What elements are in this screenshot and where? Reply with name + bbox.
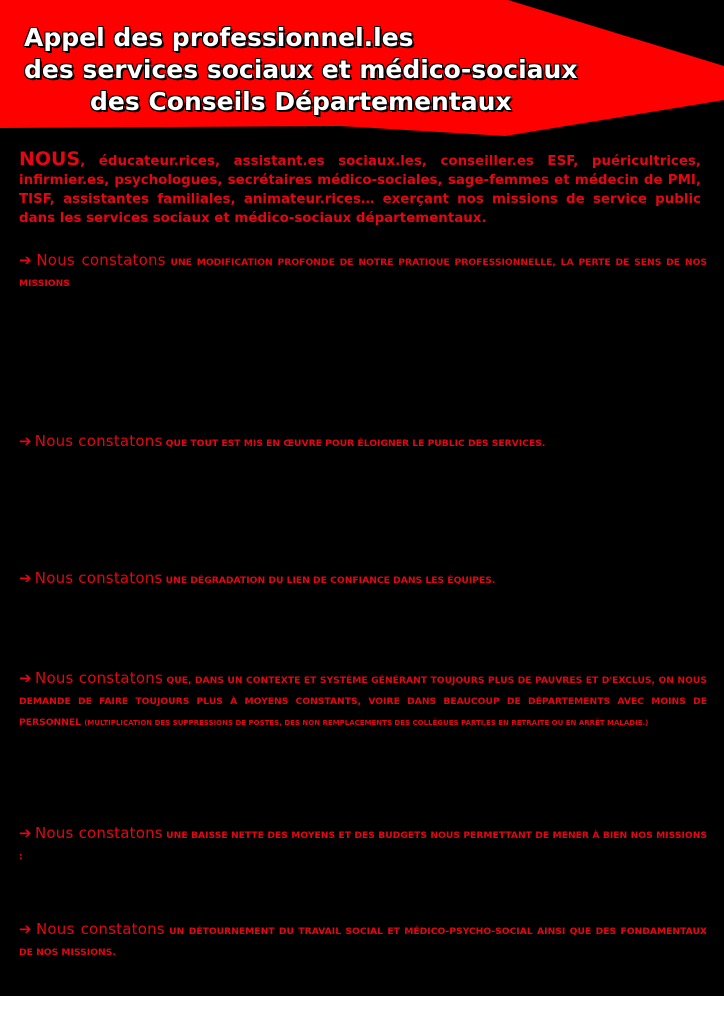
finding-text: UNE BAISSE NETTE DES MOYENS ET DES BUDGETS NOUS PERMETTANT DE MENER À BIEN NOS MISSIONS : bbox=[19, 830, 707, 862]
finding-3 bbox=[19, 568, 707, 591]
finding-lead: Nous constatons bbox=[34, 824, 163, 842]
finding-lead: Nous constatons bbox=[35, 920, 165, 938]
right-arrow-icon: ➔ bbox=[19, 569, 32, 587]
finding-lead: Nous constatons bbox=[35, 669, 163, 687]
finding-text: QUE TOUT EST MIS EN ŒUVRE POUR ÉLOIGNER LE PUBLIC DES SERVICES. bbox=[162, 438, 546, 449]
finding-note: (MULTIPLICATION DES SUPPRESSIONS DE POSTES, DES NON REMPLACEMENTS DES COLLÈGUES PARTI.ES EN RETRAITE OU EN ARRÊT MALADIE.) bbox=[84, 719, 649, 727]
right-arrow-icon: ➔ bbox=[19, 432, 32, 450]
finding-1 bbox=[19, 250, 707, 294]
finding-text: UNE MODIFICATION PROFONDE DE NOTRE PRATIQUE PROFESSIONNELLE, LA PERTE DE SENS DE NOS MISSIONS bbox=[19, 257, 707, 289]
finding-text: QUE, DANS UN CONTEXTE ET SYSTÈME GÉNÉRANT TOUJOURS PLUS DE PAUVRES ET D'EXCLUS, ON NOUS DEMANDE DE FAIRE TOUJOURS PLUS À MOYENS CONSTANTS, VOIRE DANS BEAUCOUP DE DÉPARTEMENTS AVEC MOINS DE PERSONNEL bbox=[19, 675, 707, 728]
finding-lead: Nous constatons bbox=[34, 569, 163, 587]
finding-text: UN DÉTOURNEMENT DU TRAVAIL SOCIAL ET MÉDICO-PSYCHO-SOCIAL AINSI QUE DES FONDAMENTAUX DE NOS MISSIONS. bbox=[19, 926, 708, 958]
page-title bbox=[24, 22, 577, 118]
finding-4 bbox=[19, 668, 707, 734]
right-arrow-icon: ➔ bbox=[19, 824, 32, 842]
right-arrow-icon: ➔ bbox=[19, 669, 32, 687]
intro-lead: NOUS bbox=[19, 148, 81, 170]
finding-5 bbox=[19, 823, 707, 867]
title-line-3: des Conseils Départementaux bbox=[90, 87, 512, 116]
finding-2 bbox=[19, 431, 707, 454]
finding-text: UNE DÉGRADATION DU LIEN DE CONFIANCE DANS LES ÉQUIPES. bbox=[162, 575, 496, 586]
intro-paragraph bbox=[19, 150, 701, 228]
title-line-2: des services sociaux et médico-sociaux bbox=[24, 55, 578, 84]
right-arrow-icon: ➔ bbox=[19, 251, 32, 269]
finding-6 bbox=[19, 919, 707, 963]
title-line-1: Appel des professionnel.les bbox=[24, 23, 414, 52]
finding-lead: Nous constatons bbox=[34, 432, 163, 450]
bottom-margin bbox=[0, 996, 724, 1024]
intro-text: , éducateur.rices, assistant.es sociaux.les, conseiller.es ESF, puéricultrices, infirmier.es, psychologues, secrétaires médico-sociales, sage-femmes et médecin de PMI, TISF, assistantes familiales, animateur.rices… exerçant nos missions de service public dans les services sociaux et médico-sociaux départementaux. bbox=[19, 154, 701, 226]
finding-lead: Nous constatons bbox=[36, 251, 166, 269]
right-arrow-icon: ➔ bbox=[19, 920, 32, 938]
